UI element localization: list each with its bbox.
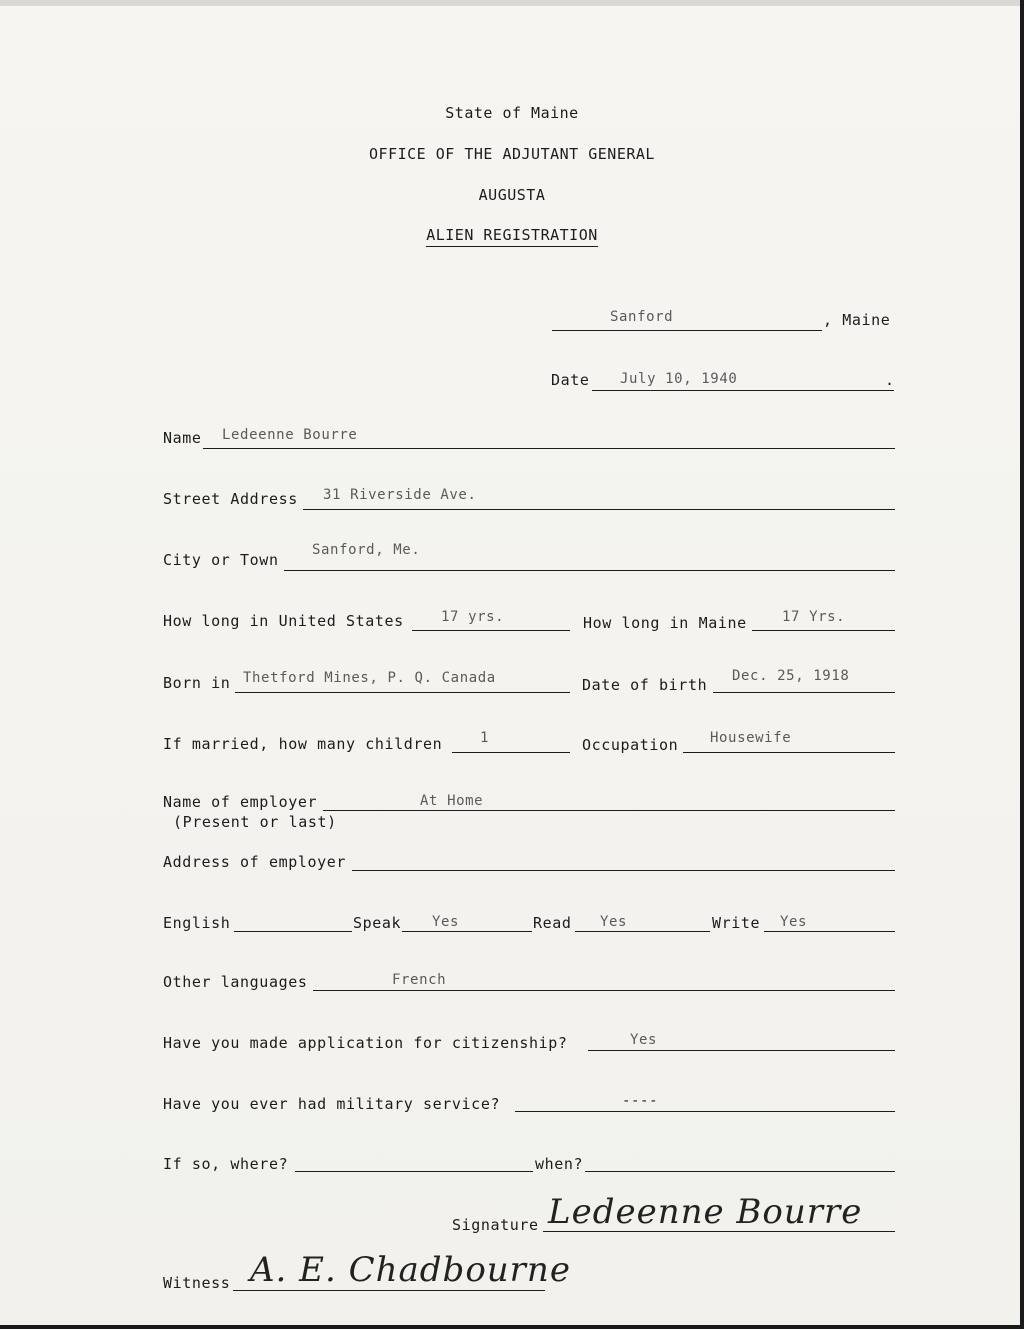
how-long-maine-value: 17 Yrs. bbox=[782, 609, 846, 625]
street-address-label: Street Address bbox=[163, 490, 298, 508]
military-service-value: ---- bbox=[622, 1093, 659, 1109]
name-label: Name bbox=[163, 429, 202, 447]
if-so-where-line bbox=[295, 1171, 533, 1172]
born-in-label: Born in bbox=[163, 674, 231, 692]
date-value: July 10, 1940 bbox=[620, 371, 738, 387]
form-title-text: ALIEN REGISTRATION bbox=[426, 226, 598, 247]
signature-label: Signature bbox=[452, 1216, 539, 1234]
speak-value: Yes bbox=[432, 914, 460, 930]
date-period: . bbox=[885, 371, 895, 389]
how-long-maine-label: How long in Maine bbox=[583, 614, 747, 632]
witness-handwriting: A. E. Chadbourne bbox=[250, 1250, 571, 1290]
military-service-label: Have you ever had military service? bbox=[163, 1095, 501, 1113]
citizenship-label: Have you made application for citizenship? bbox=[163, 1034, 568, 1052]
how-long-us-label: How long in United States bbox=[163, 612, 404, 630]
english-label: English bbox=[163, 914, 231, 932]
speak-label: Speak bbox=[353, 914, 402, 932]
location-state-suffix: , Maine bbox=[823, 311, 891, 329]
employer-name-value: At Home bbox=[420, 793, 484, 809]
name-line bbox=[203, 448, 895, 449]
military-service-line bbox=[515, 1111, 895, 1112]
when-line bbox=[585, 1171, 895, 1172]
english-line bbox=[234, 931, 352, 932]
scan-edge-top bbox=[0, 0, 1024, 6]
when-label: when? bbox=[535, 1155, 584, 1173]
scan-edge-bottom bbox=[0, 1325, 1024, 1329]
children-line bbox=[452, 752, 570, 753]
citizenship-line bbox=[588, 1050, 895, 1051]
children-value: 1 bbox=[480, 730, 490, 746]
write-value: Yes bbox=[780, 914, 808, 930]
other-languages-line bbox=[313, 990, 895, 991]
city-or-town-label: City or Town bbox=[163, 551, 279, 569]
witness-label: Witness bbox=[163, 1274, 231, 1292]
employer-address-line bbox=[352, 870, 895, 871]
how-long-us-line bbox=[412, 630, 570, 631]
read-label: Read bbox=[533, 914, 572, 932]
date-label: Date bbox=[551, 371, 590, 389]
employer-name-label: Name of employer bbox=[163, 793, 318, 811]
city-or-town-line bbox=[284, 570, 895, 571]
form-title bbox=[0, 226, 1024, 244]
header-state: State of Maine bbox=[445, 104, 579, 122]
street-address-value: 31 Riverside Ave. bbox=[323, 487, 477, 503]
name-value: Ledeenne Bourre bbox=[222, 427, 358, 443]
city-or-town-value: Sanford, Me. bbox=[312, 542, 421, 558]
location-town: Sanford bbox=[610, 309, 674, 325]
occupation-label: Occupation bbox=[582, 736, 679, 754]
street-address-line bbox=[303, 509, 895, 510]
date-of-birth-line bbox=[713, 692, 895, 693]
how-long-us-value: 17 yrs. bbox=[441, 609, 505, 625]
employer-name-line bbox=[323, 810, 895, 811]
witness-line bbox=[233, 1290, 545, 1291]
write-label: Write bbox=[712, 914, 761, 932]
if-so-where-label: If so, where? bbox=[163, 1155, 289, 1173]
employer-name-sublabel: (Present or last) bbox=[173, 813, 337, 831]
read-line bbox=[575, 931, 710, 932]
speak-line bbox=[402, 931, 532, 932]
born-in-value: Thetford Mines, P. Q. Canada bbox=[243, 670, 496, 686]
read-value: Yes bbox=[600, 914, 628, 930]
other-languages-value: French bbox=[392, 972, 447, 988]
date-of-birth-value: Dec. 25, 1918 bbox=[732, 668, 850, 684]
date-of-birth-label: Date of birth bbox=[582, 676, 708, 694]
citizenship-value: Yes bbox=[630, 1032, 658, 1048]
other-languages-label: Other languages bbox=[163, 973, 308, 991]
header-city: AUGUSTA bbox=[478, 186, 546, 204]
born-in-line bbox=[235, 692, 570, 693]
occupation-line bbox=[683, 752, 895, 753]
date-line bbox=[592, 390, 894, 391]
children-label: If married, how many children bbox=[163, 735, 443, 753]
write-line bbox=[764, 931, 895, 932]
header-office: OFFICE OF THE ADJUTANT GENERAL bbox=[369, 145, 655, 163]
employer-address-label: Address of employer bbox=[163, 853, 346, 871]
how-long-maine-line bbox=[752, 630, 895, 631]
signature-handwriting: Ledeenne Bourre bbox=[548, 1192, 863, 1232]
occupation-value: Housewife bbox=[710, 730, 792, 746]
location-line bbox=[552, 330, 822, 331]
